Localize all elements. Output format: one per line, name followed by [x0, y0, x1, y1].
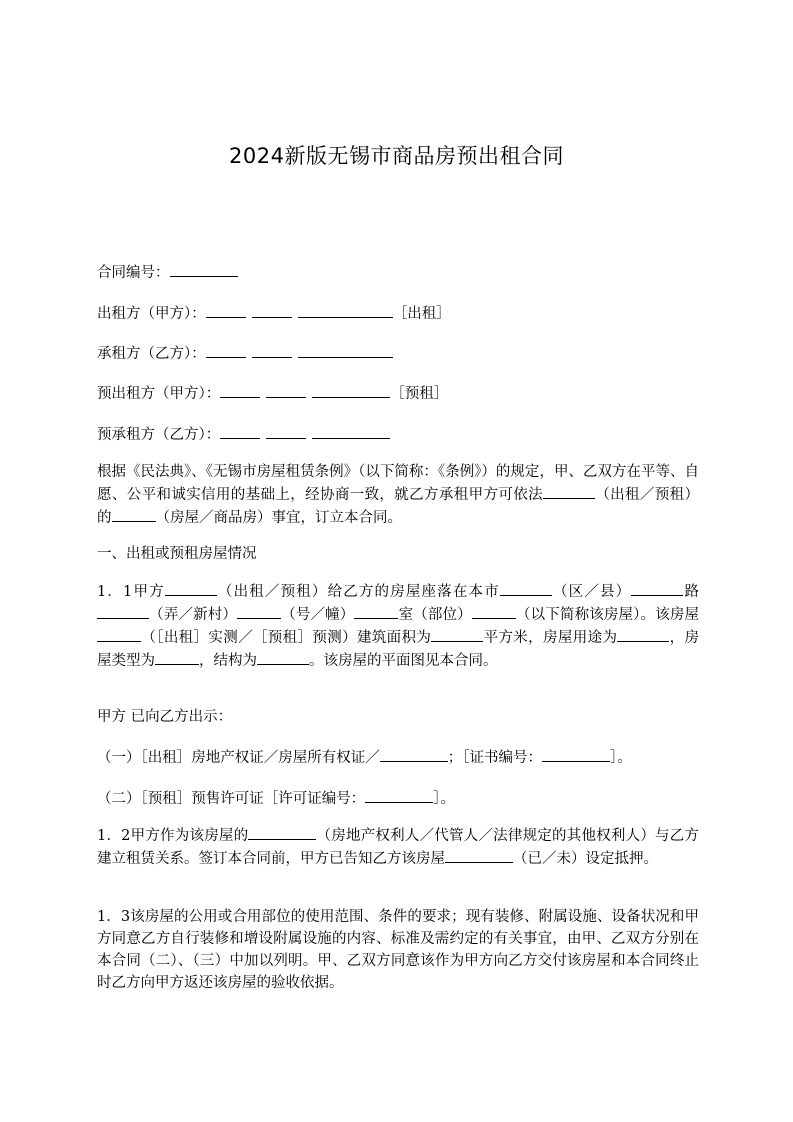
pre-lessee-blank-3[interactable]: [312, 423, 390, 439]
lessor-line: [97, 302, 451, 325]
intro-paragraph: [97, 461, 699, 529]
clause-1-1-text-c: （区／县）: [551, 584, 632, 600]
clause-1-1-text-a: 1．1甲方: [97, 584, 165, 600]
pre-lessee-label: 预承租方（乙方）：: [97, 427, 221, 443]
clause-1-1-blank-lease-type[interactable]: [165, 580, 217, 596]
lessor-blank-1[interactable]: [206, 302, 246, 318]
clause-1-1-blank-area[interactable]: [431, 626, 483, 642]
lessor-label: 出租方（甲方）：: [97, 306, 206, 322]
clause-1-2-blank-role[interactable]: [248, 824, 316, 840]
lessee-line: [97, 342, 393, 365]
clause-1-2: [97, 824, 699, 870]
clause-1-2-text-a: 1．2甲方作为该房屋的: [97, 828, 249, 844]
clause-1-1-text-j: 平方米，房屋用途为: [483, 630, 618, 646]
clause-1-1-text-l: ，结构为: [199, 653, 257, 669]
clause-1-1-text-h: （以下简称该房屋）。该房屋: [515, 607, 700, 623]
lessor-blank-3[interactable]: [298, 302, 393, 318]
pre-lessor-blank-3[interactable]: [312, 382, 390, 398]
pre-lessor-blank-1[interactable]: [220, 382, 260, 398]
clause-1-1-text-e: （弄／新村）: [149, 607, 238, 623]
lessee-blank-1[interactable]: [206, 342, 246, 358]
pre-lessor-label: 预出租方（甲方）：: [97, 386, 221, 402]
lessee-blank-2[interactable]: [252, 342, 292, 358]
lessor-blank-2[interactable]: [252, 302, 292, 318]
contract-number-label: 合同编号：: [97, 265, 170, 281]
clause-1-1-blank-road[interactable]: [631, 580, 683, 596]
lessee-blank-3[interactable]: [298, 342, 393, 358]
item-1-text-a: （一）［出租］房地产权证／房屋所有权证／: [97, 750, 380, 766]
clause-1-1: [97, 580, 699, 672]
item-1-blank-cert-no[interactable]: [542, 746, 610, 762]
item-1-text-c: ］。: [610, 750, 632, 766]
pre-lessor-blank-2[interactable]: [266, 382, 306, 398]
clause-1-2-text-b: （房地产权利人／代管人／法律规定的其他权利人）与乙方建立租赁关系。签订本合同前，甲方已告知乙方该房屋: [97, 828, 699, 867]
page-title: 2024新版无锡市商品房预出租合同: [229, 144, 564, 168]
item-1-text-b: ；［证书编号：: [447, 750, 542, 766]
clause-1-1-blank-part[interactable]: [472, 603, 516, 619]
intro-blank-2[interactable]: [112, 506, 156, 522]
clause-1-1-blank-number[interactable]: [237, 603, 281, 619]
clause-1-1-blank-room[interactable]: [354, 603, 398, 619]
intro-blank-1[interactable]: [543, 483, 595, 499]
clause-1-3: 1．3该房屋的公用或合用部位的使用范围、条件的要求；现有装修、附属设施、设备状况和甲方同意乙方自行装修和增设附属设施的内容、标准及需约定的有关事宜，由甲、乙双方分别在本合同（二）、（三）中加以列明。甲、乙双方同意该作为甲方向乙方交付该房屋和本合同终止时乙方向甲方返还该房屋的验收依据。: [97, 909, 699, 991]
clause-1-1-text-i: （［出租］实测／［预租］预测）建筑面积为: [141, 630, 432, 646]
clause-1-1-blank-type[interactable]: [155, 649, 199, 665]
pre-lessee-blank-2[interactable]: [266, 423, 306, 439]
clause-1-1-text-d: 路: [683, 584, 700, 600]
item-2-line: [97, 787, 455, 810]
item-1-line: [97, 746, 632, 769]
clause-1-1-text-g: 室（部位）: [398, 607, 472, 623]
clause-1-1-text-m: 。该房屋的平面图见本合同。: [309, 653, 498, 669]
clause-1-1-text-b: （出租／预租）给乙方的房屋座落在本市: [216, 584, 500, 600]
item-1-blank-cert[interactable]: [380, 746, 448, 762]
clause-1-2-blank-mortgage[interactable]: [445, 847, 513, 863]
pre-lessee-line: [97, 423, 390, 446]
item-2-blank-permit-no[interactable]: [365, 787, 433, 803]
clause-1-1-blank-use[interactable]: [617, 626, 669, 642]
section-1-heading: 一、出租或预租房屋情况: [97, 546, 257, 562]
contract-number-line: [97, 261, 238, 284]
contract-number-blank[interactable]: [170, 261, 238, 277]
lessee-label: 承租方（乙方）：: [97, 346, 206, 362]
clause-1-1-blank-lane[interactable]: [97, 603, 149, 619]
clause-1-1-blank-measure[interactable]: [97, 626, 141, 642]
pre-lessee-blank-1[interactable]: [220, 423, 260, 439]
lessor-tag: ［出租］: [392, 306, 451, 322]
item-2-text-a: （二）［预租］预售许可证［许可证编号：: [97, 791, 366, 807]
clause-1-1-blank-district[interactable]: [500, 580, 552, 596]
intro-text-c: （房屋／商品房）事宜，订立本合同。: [155, 510, 402, 526]
clause-1-1-text-k: ，房屋类型为: [97, 630, 700, 669]
clause-1-2-text-c: （已／未）设定抵押。: [513, 851, 658, 867]
item-2-text-b: ］。: [433, 791, 455, 807]
clause-1-1-text-f: （号／幢）: [281, 607, 355, 623]
pre-lessor-tag: ［预租］: [390, 386, 449, 402]
intro-text-b: （出租／预租）的: [97, 487, 700, 526]
shown-line: 甲方 已向乙方出示：: [97, 709, 233, 725]
pre-lessor-line: [97, 382, 448, 405]
clause-1-1-blank-structure[interactable]: [257, 649, 309, 665]
intro-text-a: 根据《民法典》、《无锡市房屋租赁条例》（以下简称：《条例》）的规定，甲、乙双方在平等、自愿、公平和诚实信用的基础上，经协商一致，就乙方承租甲方可依法: [97, 464, 699, 503]
